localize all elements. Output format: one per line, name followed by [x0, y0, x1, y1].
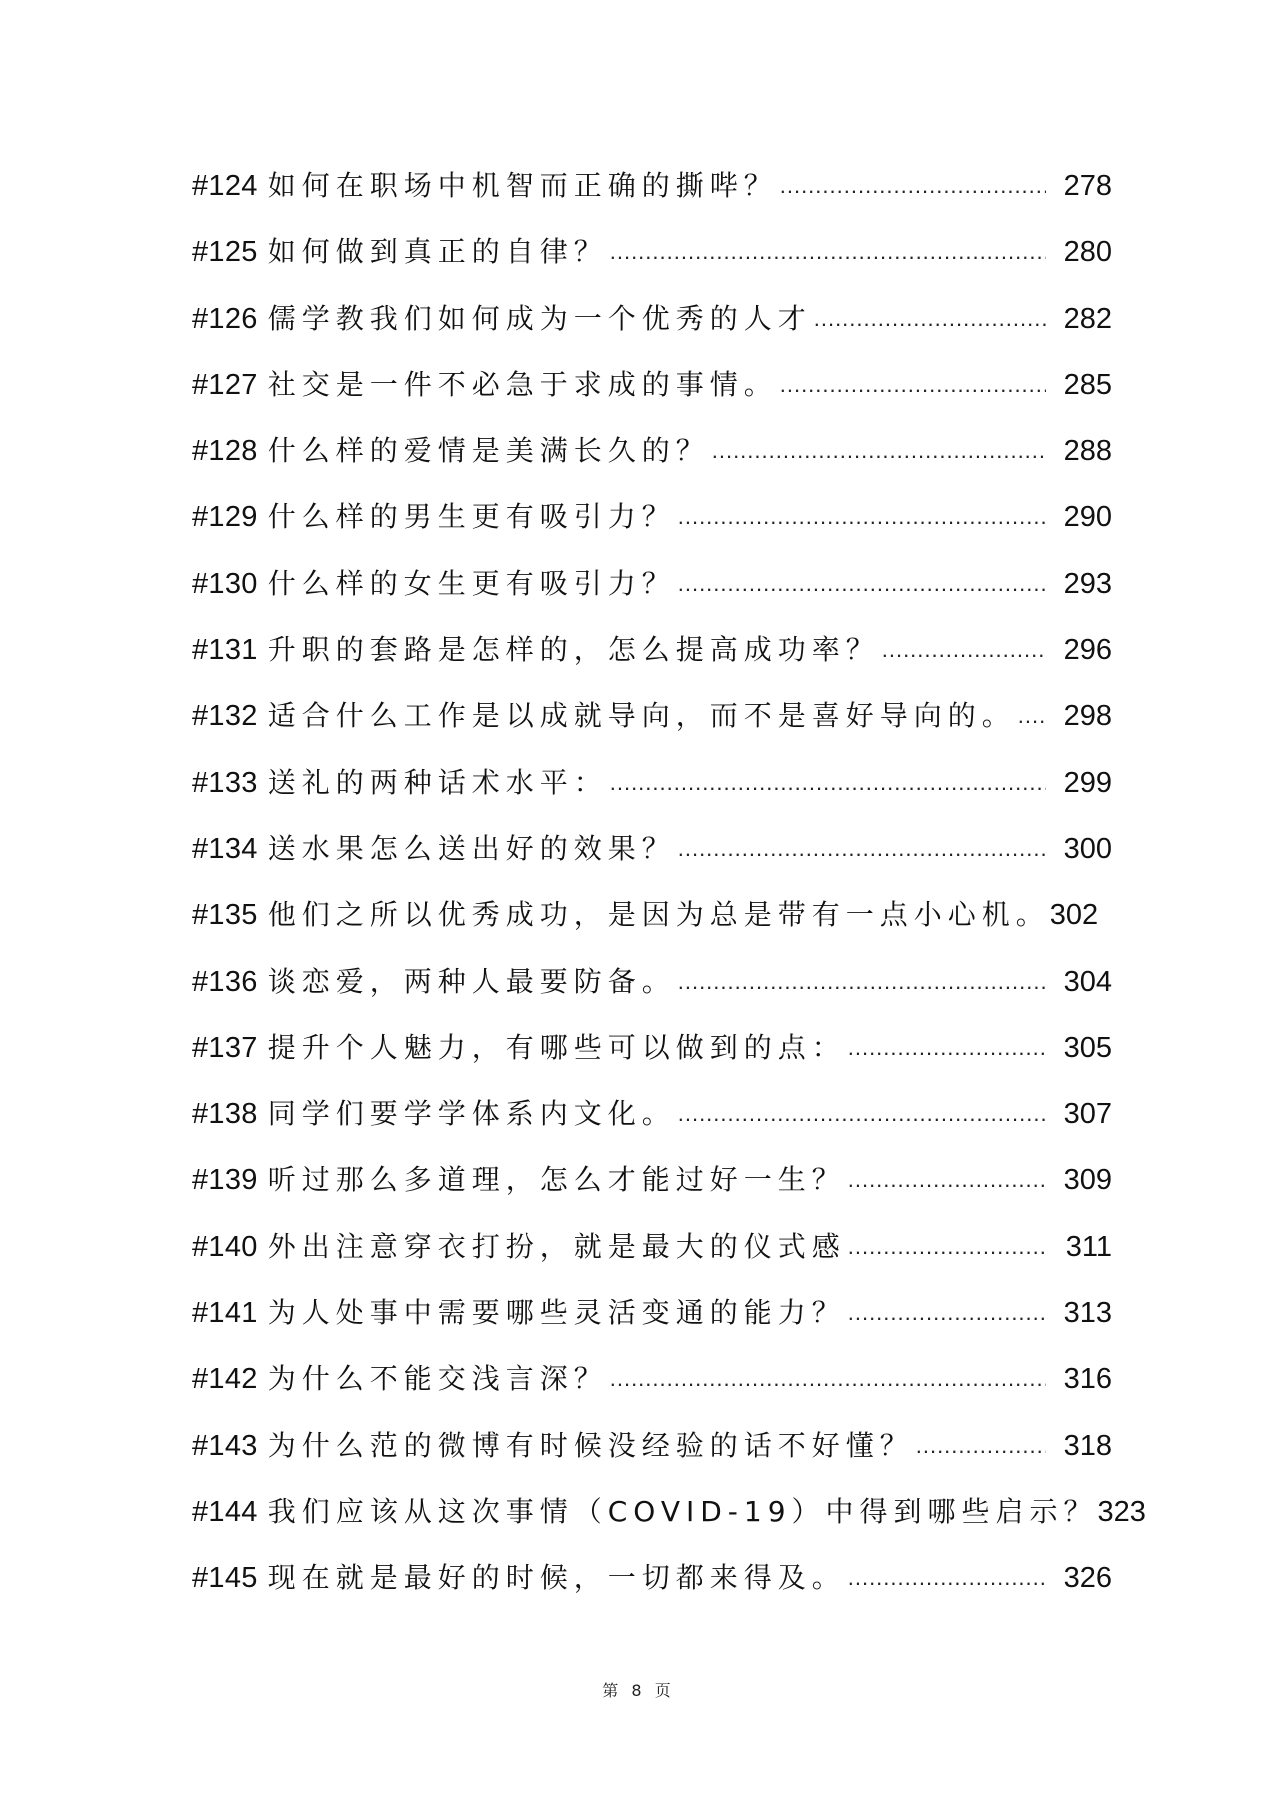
toc-entry[interactable]	[192, 1028, 1112, 1094]
entry-page-number: 293	[1063, 567, 1112, 600]
toc-entry[interactable]	[192, 1227, 1112, 1293]
entry-title: 适合什么工作是以成就导向，而不是喜好导向的。	[267, 699, 1016, 733]
entry-page-number: 299	[1063, 766, 1112, 799]
toc-entry[interactable]	[192, 696, 1112, 762]
dot-leader	[678, 564, 1046, 604]
entry-number: #128	[192, 435, 258, 468]
entry-page-number: 311	[1065, 1230, 1112, 1263]
entry-page-number: 309	[1063, 1164, 1112, 1197]
entry-number: #137	[192, 1031, 258, 1064]
entry-number: #134	[192, 832, 258, 865]
entry-page-number: 305	[1063, 1031, 1112, 1064]
entry-title: 社交是一件不必急于求成的事情。	[267, 367, 778, 401]
entry-title: 送礼的两种话术水平：	[267, 765, 608, 799]
dot-leader	[712, 431, 1046, 471]
entry-number: #145	[192, 1562, 258, 1595]
dot-leader	[678, 497, 1046, 537]
dot-leader	[678, 962, 1046, 1002]
toc-entry[interactable]	[192, 1426, 1112, 1492]
entry-page-number: 296	[1063, 634, 1112, 667]
dot-leader	[848, 1028, 1046, 1068]
entry-page-number: 323	[1097, 1495, 1146, 1528]
dot-leader	[848, 1160, 1046, 1200]
entry-title: 什么样的女生更有吸引力？	[267, 566, 676, 600]
entry-title: 同学们要学学体系内文化。	[267, 1097, 676, 1131]
entry-title: 儒学教我们如何成为一个优秀的人才	[267, 301, 812, 335]
toc-entry[interactable]	[192, 1293, 1112, 1359]
footer-prefix: 第	[602, 1681, 619, 1700]
footer-page-number: 8	[631, 1681, 642, 1700]
entry-page-number: 304	[1063, 965, 1112, 998]
toc-entry[interactable]	[192, 763, 1112, 829]
entry-page-number: 288	[1063, 435, 1112, 468]
table-of-contents	[192, 166, 1146, 1625]
entry-page-number: 278	[1063, 170, 1112, 202]
entry-page-number: 285	[1063, 368, 1112, 401]
entry-number: #131	[192, 634, 258, 667]
entry-title: 提升个人魅力，有哪些可以做到的点：	[267, 1030, 846, 1064]
entry-number: #142	[192, 1363, 258, 1396]
entry-page-number: 326	[1063, 1562, 1112, 1595]
entry-page-number: 282	[1063, 302, 1112, 335]
entry-number: #133	[192, 766, 258, 799]
dot-leader	[848, 1227, 1046, 1267]
entry-page-number: 302	[1049, 899, 1099, 932]
page-footer	[0, 1678, 1273, 1701]
toc-entry[interactable]	[192, 166, 1112, 232]
toc-entry[interactable]	[192, 1094, 1112, 1160]
toc-entry[interactable]	[192, 1558, 1112, 1624]
toc-entry[interactable]	[192, 1160, 1112, 1226]
entry-page-number: 280	[1063, 236, 1112, 269]
entry-title: 为什么范的微博有时候没经验的话不好懂？	[267, 1428, 914, 1462]
entry-page-number: 298	[1063, 700, 1112, 733]
entry-title: 外出注意穿衣打扮，就是最大的仪式感	[267, 1229, 846, 1263]
dot-leader	[848, 1293, 1046, 1333]
entry-title: 我们应该从这次事情（COVID-19）中得到哪些启示？	[267, 1494, 1098, 1528]
dot-leader	[678, 829, 1046, 869]
entry-number: #140	[192, 1230, 258, 1263]
dot-leader	[814, 299, 1046, 339]
toc-entry[interactable]	[192, 829, 1112, 895]
entry-number: #136	[192, 965, 258, 998]
entry-number: #138	[192, 1098, 258, 1131]
toc-entry[interactable]	[192, 365, 1112, 431]
entry-number: #144	[192, 1495, 258, 1528]
entry-title: 谈恋爱，两种人最要防备。	[267, 964, 676, 998]
dot-leader	[882, 630, 1046, 670]
dot-leader	[916, 1426, 1046, 1466]
toc-entry[interactable]	[192, 962, 1112, 1028]
entry-title: 如何在职场中机智而正确的撕哔？	[267, 169, 778, 202]
dot-leader	[780, 166, 1046, 206]
entry-title: 什么样的爱情是美满长久的？	[267, 434, 710, 468]
entry-page-number: 313	[1063, 1297, 1112, 1330]
entry-number: #141	[192, 1297, 258, 1330]
entry-title: 现在就是最好的时候，一切都来得及。	[267, 1561, 846, 1595]
entry-title: 他们之所以优秀成功，是因为总是带有一点小心机。	[267, 898, 1050, 932]
entry-page-number: 300	[1063, 832, 1112, 865]
dot-leader	[678, 1094, 1046, 1134]
entry-title: 听过那么多道理，怎么才能过好一生？	[267, 1163, 846, 1197]
dot-leader	[848, 1558, 1046, 1598]
entry-page-number: 316	[1063, 1363, 1112, 1396]
toc-entry[interactable]	[192, 497, 1112, 563]
toc-entry[interactable]	[192, 431, 1112, 497]
entry-number: #132	[192, 700, 258, 733]
entry-number: #135	[192, 899, 258, 932]
entry-number: #129	[192, 501, 258, 534]
entry-number: #143	[192, 1429, 258, 1462]
entry-number: #139	[192, 1164, 258, 1197]
entry-title: 升职的套路是怎样的，怎么提高成功率？	[267, 633, 880, 667]
dot-leader	[610, 1359, 1046, 1399]
entry-page-number: 307	[1063, 1098, 1112, 1131]
toc-entry[interactable]	[192, 1492, 1146, 1558]
entry-title: 送水果怎么送出好的效果？	[267, 831, 676, 865]
entry-number: #126	[192, 302, 258, 335]
entry-number: #125	[192, 236, 258, 269]
dot-leader	[610, 763, 1046, 803]
toc-entry[interactable]	[192, 1359, 1112, 1425]
entry-title: 如何做到真正的自律？	[267, 235, 608, 269]
dot-leader	[610, 232, 1046, 272]
entry-title: 什么样的男生更有吸引力？	[267, 500, 676, 534]
entry-number: #130	[192, 567, 258, 600]
entry-title: 为人处事中需要哪些灵活变通的能力？	[267, 1296, 846, 1330]
toc-entry[interactable]	[192, 232, 1112, 298]
entry-page-number: 318	[1063, 1429, 1112, 1462]
toc-entry[interactable]	[192, 299, 1112, 365]
dot-leader	[1018, 696, 1046, 736]
entry-number: #124	[192, 170, 258, 202]
dot-leader	[780, 365, 1046, 405]
toc-entry[interactable]	[192, 630, 1112, 696]
entry-page-number: 290	[1063, 501, 1112, 534]
footer-suffix: 页	[654, 1681, 671, 1700]
toc-entry[interactable]	[192, 564, 1112, 630]
toc-entry[interactable]	[192, 895, 1112, 961]
entry-title: 为什么不能交浅言深？	[267, 1362, 608, 1396]
entry-number: #127	[192, 368, 258, 401]
